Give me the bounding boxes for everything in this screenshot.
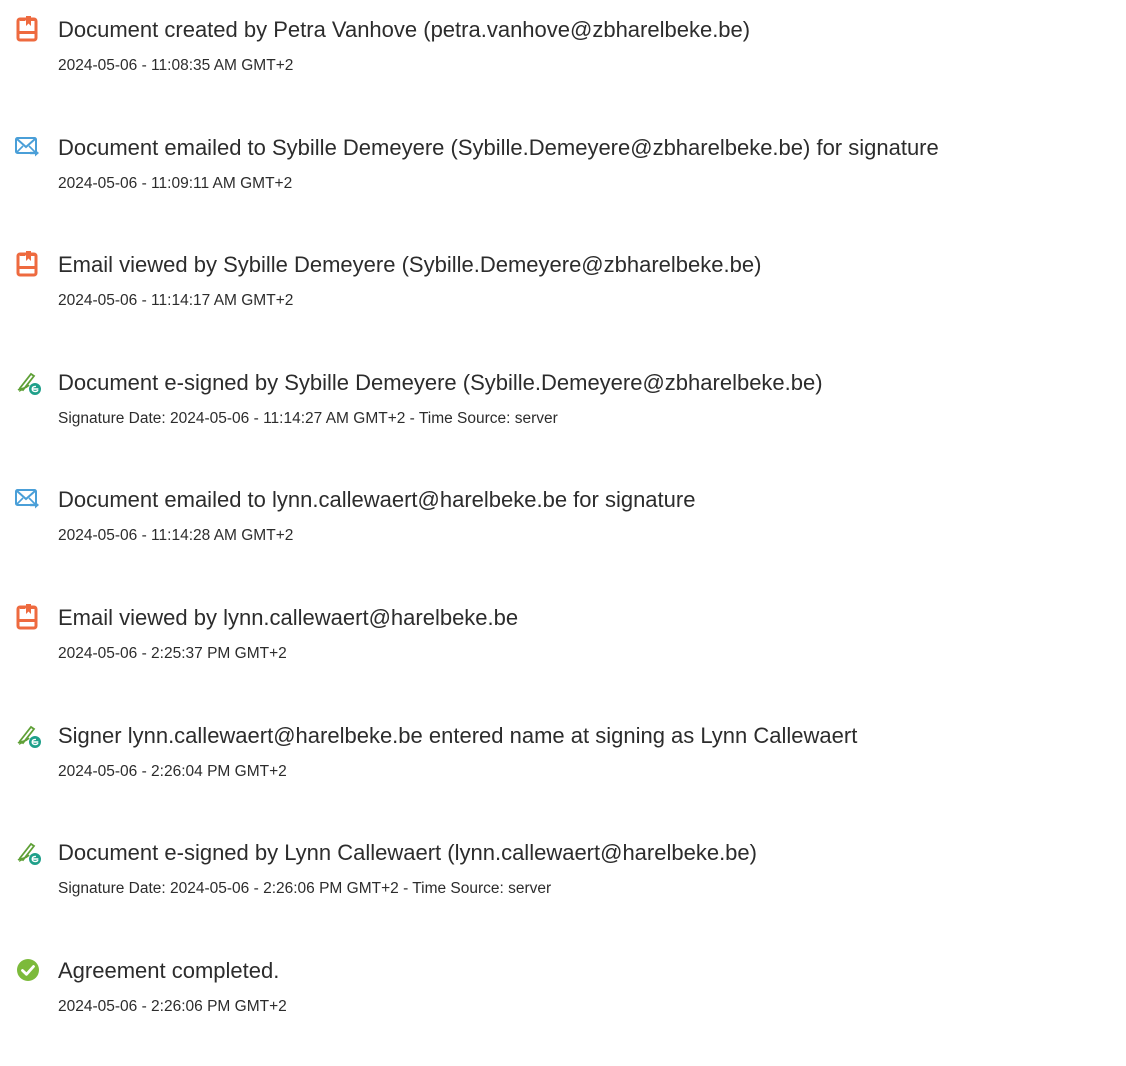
document-created-icon — [14, 15, 42, 43]
e-sign-pen-icon — [14, 721, 42, 749]
event-timestamp: 2024-05-06 - 2:26:06 PM GMT+2 — [58, 997, 287, 1015]
event-title: Email viewed by lynn.callewaert@harelbeke.be — [58, 605, 519, 630]
event-timestamp: 2024-05-06 - 2:26:04 PM GMT+2 — [58, 762, 287, 780]
event-title: Document e-signed by Lynn Callewaert (lynn.callewaert@harelbeke.be) — [58, 840, 757, 866]
e-sign-pen-icon — [14, 838, 42, 866]
history-event — [0, 721, 1126, 831]
history-event — [0, 15, 1126, 125]
event-timestamp: 2024-05-06 - 2:25:37 PM GMT+2 — [58, 645, 287, 662]
history-event — [0, 956, 1126, 1066]
history-event — [0, 838, 1126, 948]
history-event — [0, 368, 1126, 478]
document-viewed-icon — [14, 603, 42, 631]
event-timestamp: 2024-05-06 - 11:14:17 AM GMT+2 — [58, 292, 294, 310]
history-event — [0, 250, 1126, 360]
event-title: Document emailed to lynn.callewaert@harelbeke.be for signature — [58, 487, 696, 513]
event-timestamp: Signature Date: 2024-05-06 - 2:26:06 PM GMT+2 - Time Source: server — [58, 880, 552, 898]
event-title: Agreement completed. — [58, 957, 280, 983]
history-event — [0, 133, 1126, 243]
event-timestamp: 2024-05-06 - 11:09:11 AM GMT+2 — [58, 174, 293, 192]
event-timestamp: 2024-05-06 - 11:08:35 AM GMT+2 — [58, 57, 294, 74]
event-title: Signer lynn.callewaert@harelbeke.be entered name at signing as Lynn Callewaert — [58, 722, 858, 748]
event-title: Document e-signed by Sybille Demeyere (Sybille.Demeyere@zbharelbeke.be) — [58, 369, 823, 395]
email-sent-icon — [14, 133, 42, 161]
agreement-completed-check-icon — [14, 956, 42, 984]
history-event — [0, 485, 1126, 595]
event-title: Document emailed to Sybille Demeyere (Sybille.Demeyere@zbharelbeke.be) for signature — [58, 134, 939, 160]
event-timestamp: 2024-05-06 - 11:14:28 AM GMT+2 — [58, 527, 294, 545]
e-sign-pen-icon — [14, 368, 42, 396]
event-timestamp: Signature Date: 2024-05-06 - 11:14:27 AM GMT+2 - Time Source: server — [58, 409, 558, 427]
email-sent-icon — [14, 485, 42, 513]
document-viewed-icon — [14, 250, 42, 278]
event-title: Document created by Petra Vanhove (petra.vanhove@zbharelbeke.be) — [58, 17, 751, 42]
history-event — [0, 603, 1126, 713]
event-title: Email viewed by Sybille Demeyere (Sybille.Demeyere@zbharelbeke.be) — [58, 252, 762, 278]
